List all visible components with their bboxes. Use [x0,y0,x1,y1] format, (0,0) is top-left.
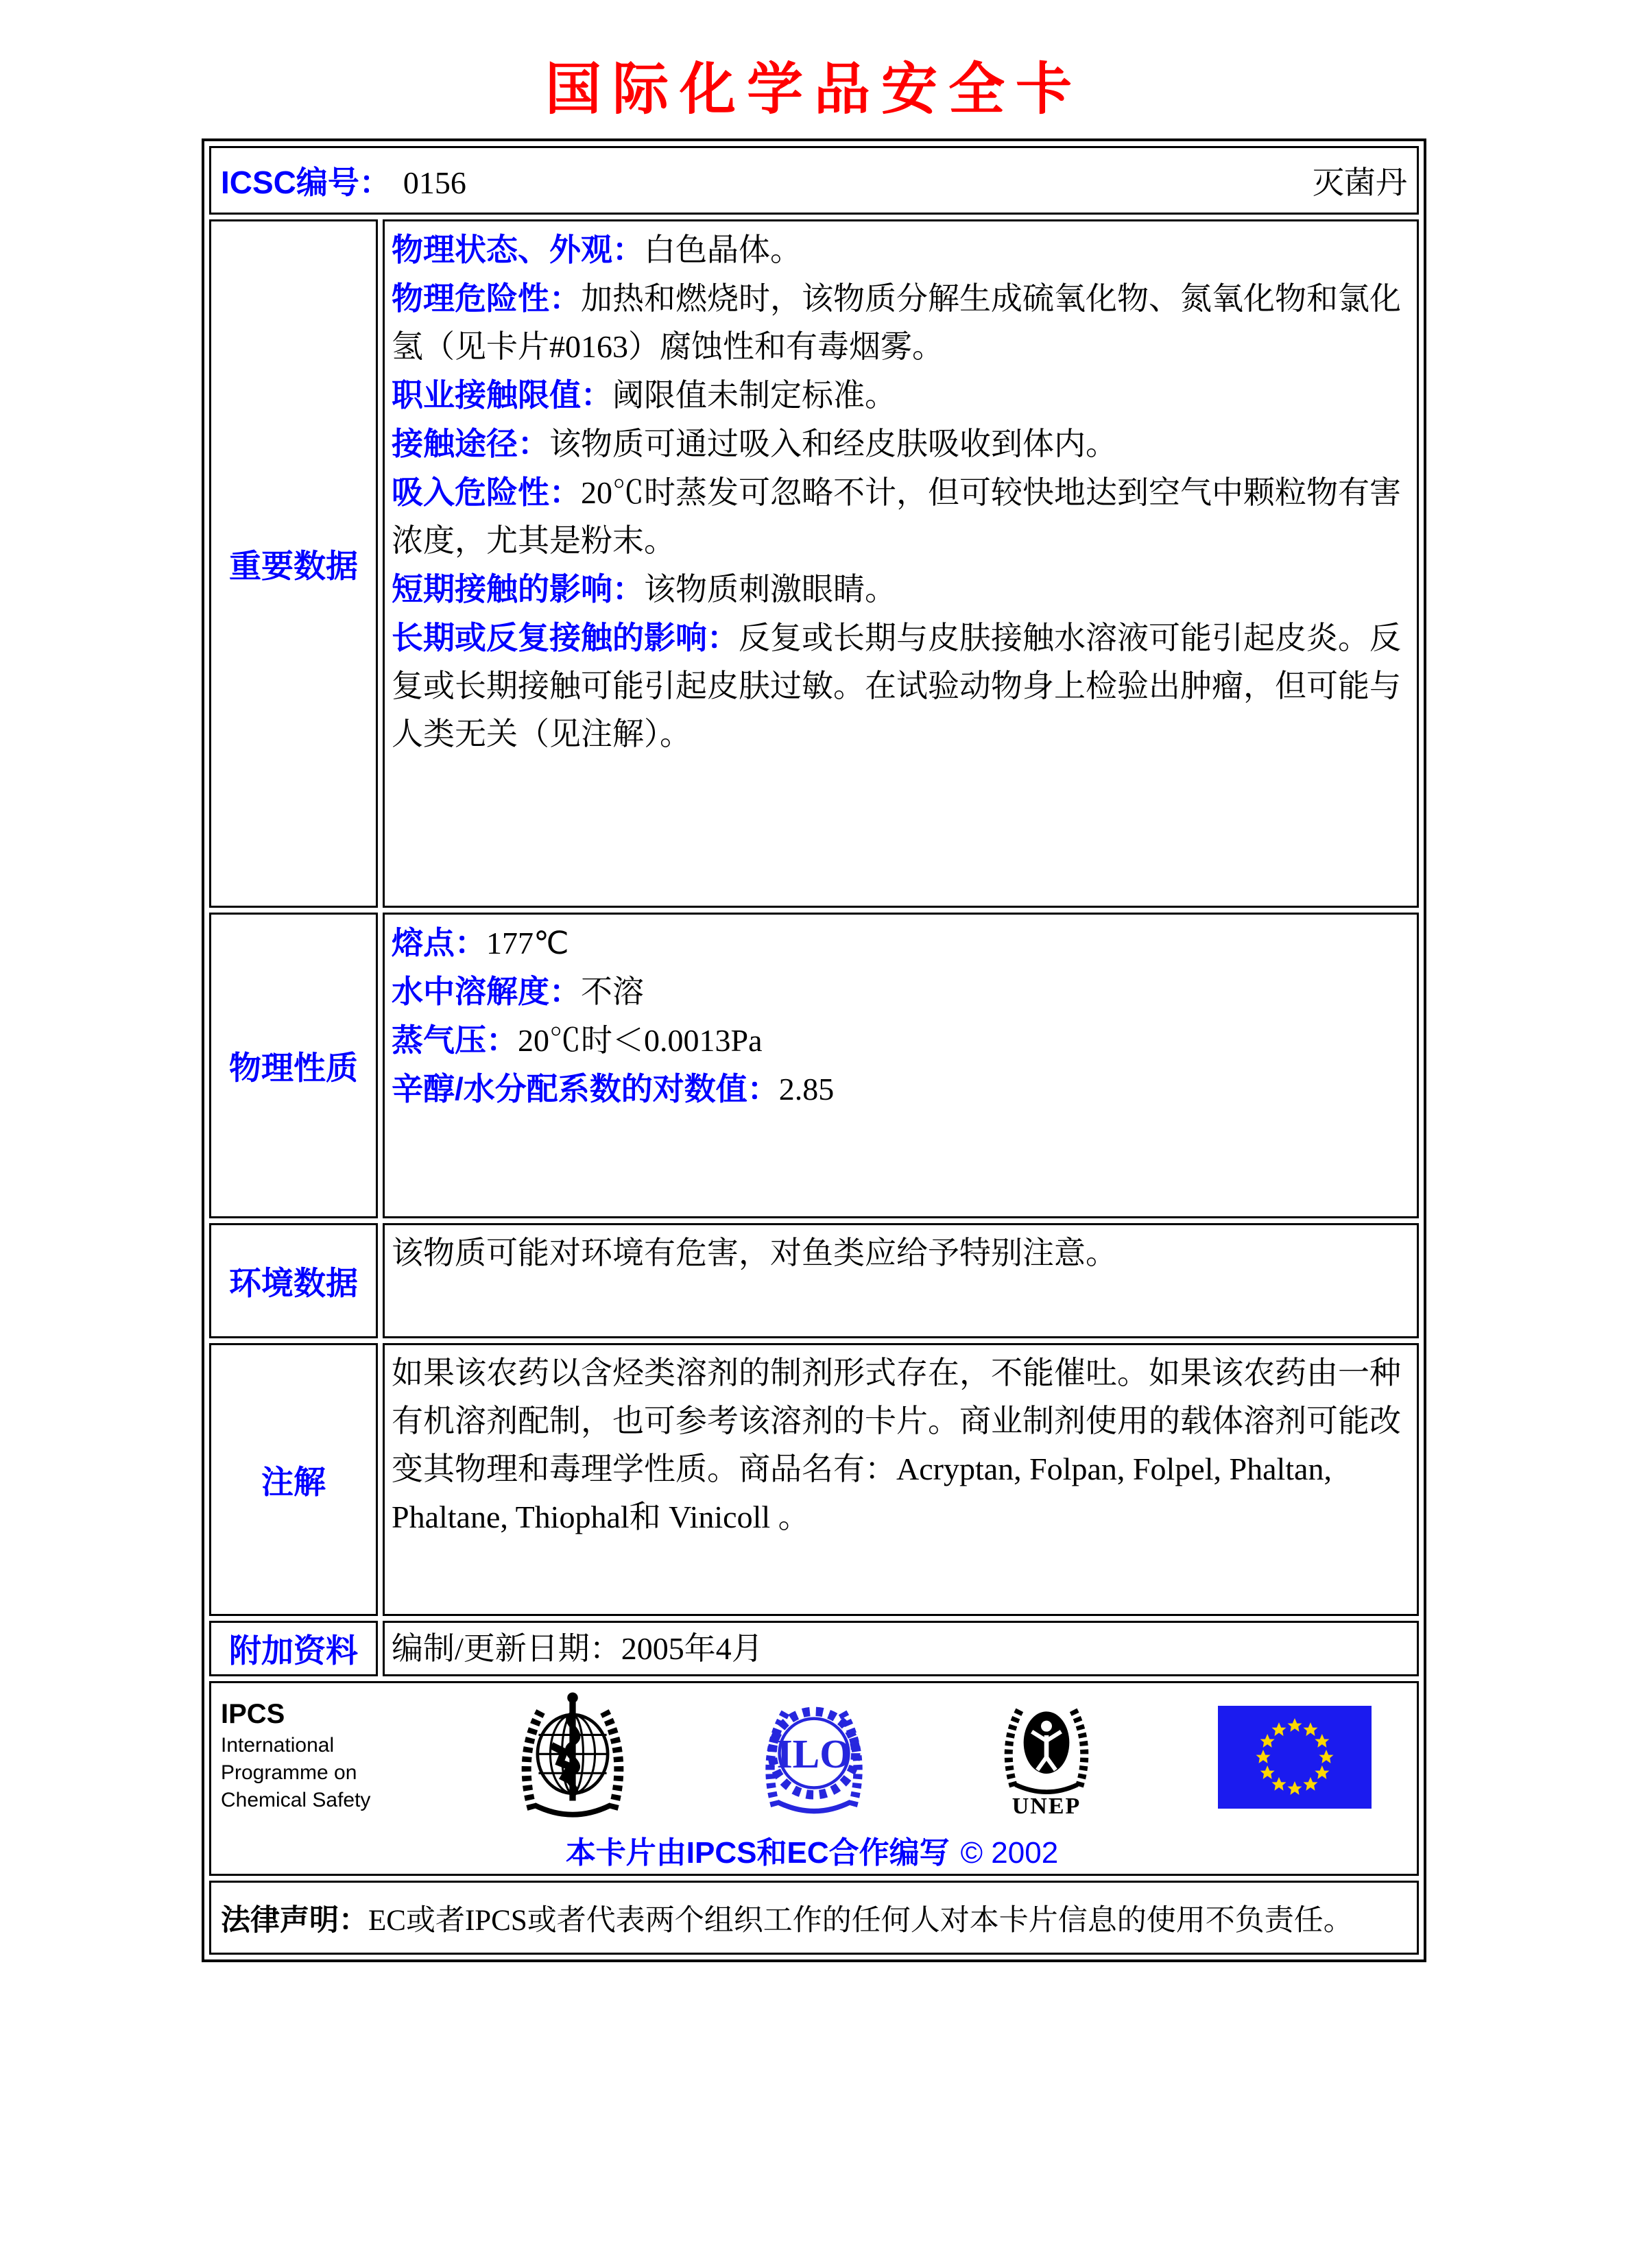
field-text: 阈限值未制定标准。 [612,378,896,413]
chemical-name: 灭菌丹 [1313,165,1407,201]
field-row [392,226,1404,274]
ipcs-name-line: Programme on [221,1761,357,1785]
field-text: 该物质可通过吸入和经皮肤吸收到体内。 [549,426,1117,462]
field-row [392,1016,1404,1065]
field-label: 水中溶解度： [392,974,581,1010]
icsc-number-label: ICSC编号： [221,165,391,201]
icsc-card [202,138,1426,1962]
section-environmental-data [209,1223,1419,1338]
field-text: 加热和燃烧时，该物质分解生成硫氧化物、氮氧化物和氯化氢（见卡片#0163）腐蚀性和有毒烟雾。 [392,281,1401,365]
legal-text: EC或者IPCS或者代表两个组织工作的任何人对本卡片信息的使用不负责任。 [368,1904,1353,1937]
logos-cell [209,1681,1419,1876]
field-text: 反复或长期与皮肤接触水溶液可能引起皮炎。反复或长期接触可能引起皮肤过敏。在试验动物身上检验出肿瘤，但可能与人类无关（见注解）。 [392,620,1401,752]
field-row [392,468,1404,565]
field-label: 蒸气压： [392,1022,518,1059]
legal-label: 法律声明： [221,1903,368,1937]
section-label-cell [209,913,378,1218]
field-label: 吸入危险性： [392,474,581,511]
field-label: 职业接触限值： [392,377,612,413]
credit-line [221,1837,1403,1870]
field-row [392,565,1404,614]
section-text: 如果该农药以含烃类溶剂的制剂形式存在，不能催吐。如果该农药由一种有机溶剂配制，也可参考该溶剂的卡片。商业制剂使用的载体溶剂可能改变其物理和毒理学性质。商品名有：Acryptan, Folpan, Folpel, Phaltan, Phaltane, Thiophal和 Vinicoll 。 [392,1355,1401,1535]
field-label: 接触途径： [392,426,549,462]
field-label: 辛醇/水分配系数的对数值： [392,1071,779,1107]
section-text: 该物质可能对环境有危害，对鱼类应给予特别注意。 [392,1235,1117,1271]
icsc-number-value: 0156 [403,165,466,201]
ilo-logo-text: ILO [776,1731,852,1777]
eu-flag-icon [1218,1706,1372,1809]
icsc-number-group [221,158,466,203]
copyright-text: © 2002 [960,1836,1059,1870]
field-row [392,919,1404,967]
field-text: 177℃ [486,926,569,961]
section-label: 重要数据 [229,547,358,584]
field-text: 该物质刺激眼睛。 [644,572,896,607]
section-physical-properties [209,913,1419,1218]
section-content-cell [383,1223,1419,1338]
unep-logo-text: UNEP [1011,1794,1081,1820]
field-label: 物理状态、外观： [392,232,644,268]
icsc-number-cell [209,146,1419,215]
logos-row [209,1681,1419,1876]
section-label: 注解 [261,1463,326,1500]
ipcs-text-block [221,1700,392,1814]
unep-logo-icon [992,1695,1101,1820]
field-label: 物理危险性： [392,280,581,317]
field-text: 不溶 [581,974,644,1010]
field-label: 熔点： [392,925,486,961]
field-row [392,371,1404,420]
field-text: 白色晶体。 [644,232,802,268]
field-row [392,967,1404,1016]
field-row [392,420,1404,468]
update-date-text: 编制/更新日期：2005年4月 [392,1630,763,1666]
section-important-data [209,219,1419,908]
section-notes [209,1343,1419,1616]
section-content-cell [383,219,1419,908]
section-label: 环境数据 [229,1264,358,1301]
section-label-cell [209,1343,378,1616]
field-text: 20℃时蒸发可忽略不计，但可较快地达到空气中颗粒物有害浓度，尤其是粉末。 [392,475,1401,559]
section-label-cell [209,1621,378,1676]
section-label-cell [209,1223,378,1338]
field-text: 2.85 [778,1072,835,1107]
section-additional-info [209,1621,1419,1676]
section-label-cell [209,219,378,908]
section-label: 附加资料 [229,1632,358,1669]
page-title: 国际化学品安全卡 [544,58,1083,121]
field-row [392,614,1404,758]
section-content-cell [383,1621,1419,1676]
who-logo-icon [509,1690,636,1824]
icsc-number-row [209,146,1419,215]
legal-cell [209,1881,1419,1955]
credit-text: 本卡片由IPCS和EC合作编写 [565,1836,950,1870]
section-content-cell [383,1343,1419,1616]
field-row [392,1065,1404,1113]
field-label: 长期或反复接触的影响： [392,620,739,656]
legal-row [209,1881,1419,1955]
ipcs-name-line: Chemical Safety [221,1789,371,1812]
section-content-cell [383,913,1419,1218]
ilo-logo-icon [753,1694,875,1820]
section-label: 物理性质 [229,1049,358,1086]
ipcs-name-line: International [221,1734,335,1757]
field-text: 20℃时＜0.0013Pa [518,1023,763,1059]
ipcs-acronym: IPCS [221,1699,285,1730]
field-row [392,274,1404,371]
field-label: 短期接触的影响： [392,571,644,607]
